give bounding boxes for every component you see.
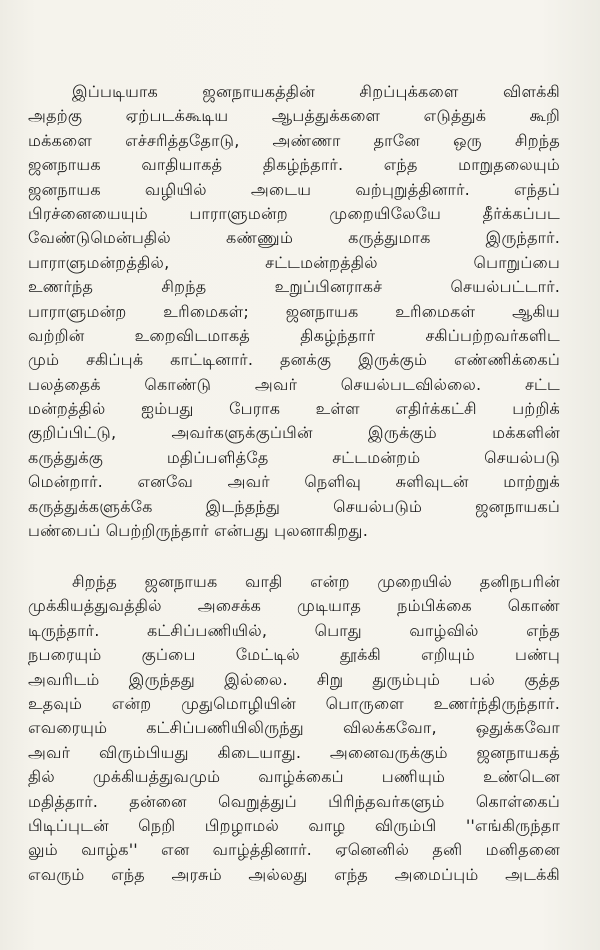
text-line: அவரிடம் இருந்தது இல்லை. சிறு துரும்பும் பல் குத்த bbox=[28, 669, 560, 689]
text-line: பிடிப்புடன் நெறி பிறழாமல் வாழ விரும்பி ''எங்கிருந்தா bbox=[28, 815, 560, 835]
text-line: மக்களை எச்சரித்ததோடு, அண்ணா தானே ஒரு சிறந்த bbox=[28, 130, 560, 150]
text-line: எவரும் எந்த அரசும் அல்லது எந்த அமைப்பும் அடக்கி bbox=[28, 864, 560, 884]
text-line: உதவும் என்ற முதுமொழியின் பொருளை உணர்ந்திருந்தார். bbox=[28, 693, 560, 713]
text-line: டிருந்தார். கட்சிப்பணியில், பொது வாழ்வில் எந்த bbox=[28, 620, 560, 640]
text-line: மதித்தார். தன்னை வெறுத்துப் பிரிந்தவர்களும் கொள்கைப் bbox=[28, 791, 560, 811]
text-line: பிரச்னையையும் பாராளுமன்ற முறையிலேயே தீர்க்கப்பட bbox=[28, 203, 560, 223]
text-line: உணர்ந்த சிறந்த உறுப்பினராகச் செயல்பட்டார். bbox=[28, 277, 560, 297]
text-line: குறிப்பிட்டு, அவர்களுக்குப்பின் இருக்கும் மக்களின் bbox=[28, 423, 560, 443]
text-line: வற்றின் உறைவிடமாகத் திகழ்ந்தார் சகிப்பற்றவர்களிட bbox=[28, 325, 560, 345]
text-line: மன்றத்தில் ஐம்பது பேராக உள்ள எதிர்க்கட்சி பற்றிக் bbox=[28, 399, 560, 419]
text-line: பலத்தைக் கொண்டு அவர் செயல்படவில்லை. சட்ட bbox=[28, 374, 560, 394]
text-line: எவரையும் கட்சிப்பணியிலிருந்து விலக்கவோ, ஒதுக்கவோ bbox=[28, 718, 560, 738]
text-line: கருத்துக்கு மதிப்பளித்தே சட்டமன்றம் செயல்படு bbox=[28, 447, 560, 467]
text-line: தில் முக்கியத்துவமும் வாழ்க்கைப் பணியும் உண்டென bbox=[28, 767, 560, 787]
text-line: கருத்துக்களுக்கே இடந்தந்து செயல்படும் ஜனநாயகப் bbox=[28, 496, 560, 516]
text-line: மென்றார். எனவே அவர் நெளிவு சுளிவுடன் மாற்றுக் bbox=[28, 472, 560, 492]
text-line: லும் வாழ்க'' என வாழ்த்தினார். ஏனெனில் தனி மனிதனை bbox=[28, 840, 560, 860]
text-line: இப்படியாக ஜனநாயகத்தின் சிறப்புக்களை விளக்கி bbox=[72, 82, 560, 101]
text-line: மும் சகிப்புக் காட்டினார். தனக்கு இருக்கும் எண்ணிக்கைப் bbox=[28, 350, 560, 370]
paragraph-1 bbox=[28, 80, 560, 543]
text-line: சிறந்த ஜனநாயக வாதி என்ற முறையில் தனிநபரின் bbox=[72, 572, 560, 591]
text-line: முக்கியத்துவத்தில் அசைக்க முடியாத நம்பிக்கை கொண் bbox=[28, 596, 560, 616]
text-line: பண்பைப் பெற்றிருந்தார் என்பது புலனாகிறது. bbox=[28, 521, 368, 541]
text-line: வேண்டுமென்பதில் கண்ணும் கருத்துமாக இருந்தார். bbox=[28, 228, 560, 248]
text-line: ஜனநாயக வாதியாகத் திகழ்ந்தார். எந்த மாறுதலையும் bbox=[28, 155, 560, 175]
text-line: பாராளுமன்ற உரிமைகள்; ஜனநாயக உரிமைகள் ஆகிய bbox=[28, 301, 560, 321]
text-line: பாராளுமன்றத்தில், சட்டமன்றத்தில் பொறுப்பை bbox=[28, 252, 560, 272]
text-line: அவர் விரும்பியது கிடையாது. அனைவருக்கும் ஜனநாயகத் bbox=[28, 742, 560, 762]
paragraph-2 bbox=[28, 570, 560, 887]
text-line: ஜனநாயக வழியில் அடைய வற்புறுத்தினார். எந்தப் bbox=[28, 179, 560, 199]
text-line: நபரையும் குப்பை மேட்டில் தூக்கி எறியும் பண்பு bbox=[28, 645, 560, 665]
text-line: அதற்கு ஏற்படக்கூடிய ஆபத்துக்களை எடுத்துக் கூறி bbox=[28, 106, 560, 126]
